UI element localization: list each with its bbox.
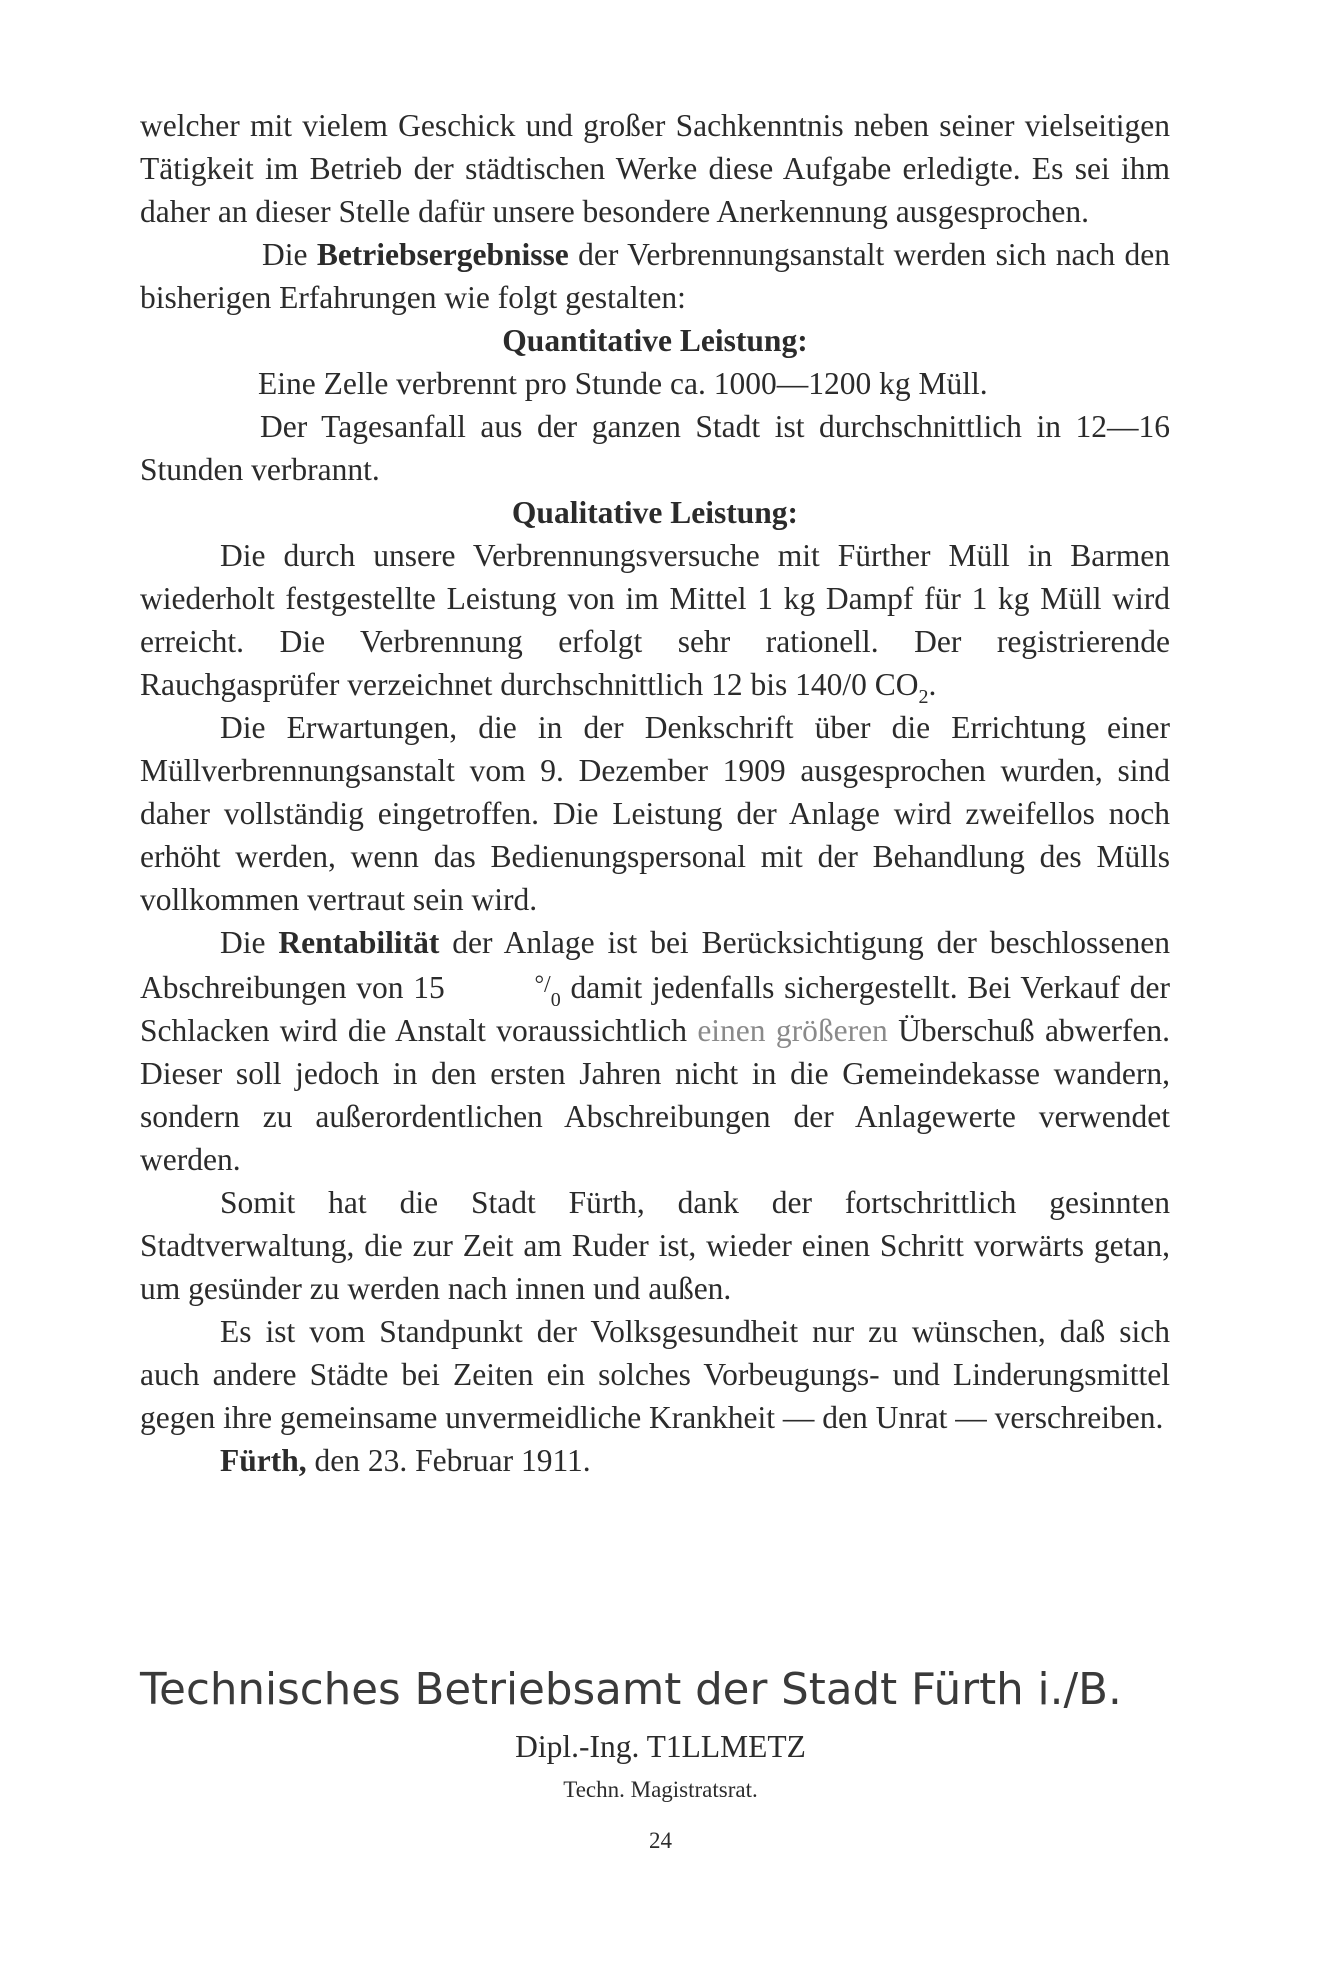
paragraph-2-end: der Verbrennungsanstalt werden sich nach den bisherigen Erfahrungen wie folgt gestalten:	[140, 237, 1170, 315]
paragraph-3: Eine Zelle verbrennt pro Stunde ca. 1000—1200 kg Müll.	[258, 366, 988, 401]
term-rentabilitaet: Rentabilität	[278, 925, 440, 960]
paragraph-8: Somit hat die Stadt Fürth, dank der fortschrittlich gesinnten Stadtverwaltung, die zur Zeit am Ruder ist, wieder einen Schritt vorwärts getan, um gesünder zu werden nach innen und außen.	[140, 1185, 1170, 1306]
paragraph-5	[140, 534, 1170, 706]
place-name: Fürth,	[220, 1443, 307, 1478]
page-number: 24	[649, 1828, 672, 1853]
paragraph-5-end: .	[928, 667, 937, 702]
co2-subscript: 2	[918, 686, 929, 708]
office-stamp: Technisches Betriebsamt der Stadt Fürth i./B.	[140, 1665, 1122, 1715]
paragraph-7-mid: der Anlage ist bei Berücksichtigung der beschlossenen Abschreibungen von 15	[140, 925, 1171, 1005]
date-line	[140, 1439, 1170, 1482]
faded-text: einen größeren	[697, 1013, 888, 1048]
date-text: den 23. Februar 1911.	[306, 1443, 591, 1478]
percent-sign-bottom: 0	[550, 989, 561, 1011]
paragraph-7-end: Überschuß abwerfen. Dieser soll jedoch in den ersten Jahren nicht in die Gemeindekasse wandern, sondern zu außerordentlichen Abschreibungen der Anlagewerte verwendet werden.	[140, 1013, 1170, 1177]
paragraph-4: Der Tagesanfall aus der ganzen Stadt ist durchschnittlich in 12—16 Stunden verbrannt.	[140, 409, 1170, 487]
paragraph-2	[140, 233, 1170, 319]
percent-sign	[454, 964, 561, 1011]
engineer-title: Techn. Magistratsrat.	[563, 1777, 758, 1802]
engineer-name: Dipl.-Ing. T1LLMETZ	[515, 1729, 806, 1764]
body-text	[140, 104, 1170, 1482]
paragraph-7-after: damit jedenfalls sichergestellt. Bei Verkauf der Schlacken wird die Anstalt voraussichtlich	[140, 970, 1170, 1048]
paragraph-1: welcher mit vielem Geschick und großer Sachkenntnis neben seiner vielseitigen Tätigkeit im Betrieb der städtischen Werke diese Aufgabe erledigte. Es sei ihm daher an dieser Stelle dafür unsere besondere Anerkennung ausgesprochen.	[140, 108, 1170, 229]
paragraph-2-start: Die	[262, 237, 317, 272]
paragraph-5-text: Die durch unsere Verbrennungsversuche mit Fürther Müll in Barmen wiederholt festgestellte Leistung von im Mittel 1 kg Dampf für 1 kg Müll wird erreicht. Die Verbrennung erfolgt sehr rationell. Der registrierende Rauchgasprüfer verzeichnet durchschnittlich 12 bis 140/0 CO	[140, 538, 1170, 702]
paragraph-9: Es ist vom Standpunkt der Volksgesundheit nur zu wünschen, daß sich auch andere Städte bei Zeiten ein solches Vorbeugungs- und Linderungsmittel gegen ihre gemeinsame unvermeidliche Krankheit — den Unrat — verschreiben.	[140, 1314, 1170, 1435]
percent-sign-top: °/	[534, 972, 551, 998]
paragraph-7	[140, 921, 1170, 1181]
term-betriebsergebnisse: Betriebsergebnisse	[316, 237, 569, 272]
heading-quantitative: Quantitative Leistung:	[502, 323, 808, 358]
heading-qualitative: Qualitative Leistung:	[511, 495, 799, 530]
paragraph-6: Die Erwartungen, die in der Denkschrift über die Errichtung einer Müllverbrennungsanstalt vom 9. Dezember 1909 ausgesprochen wurden, sind daher vollständig eingetroffen. Die Leistung der Anlage wird zweifellos noch erhöht werden, wenn das Bedienungspersonal mit der Behandlung des Mülls vollkommen vertraut sein wird.	[140, 710, 1170, 917]
paragraph-7-start: Die	[220, 925, 279, 960]
